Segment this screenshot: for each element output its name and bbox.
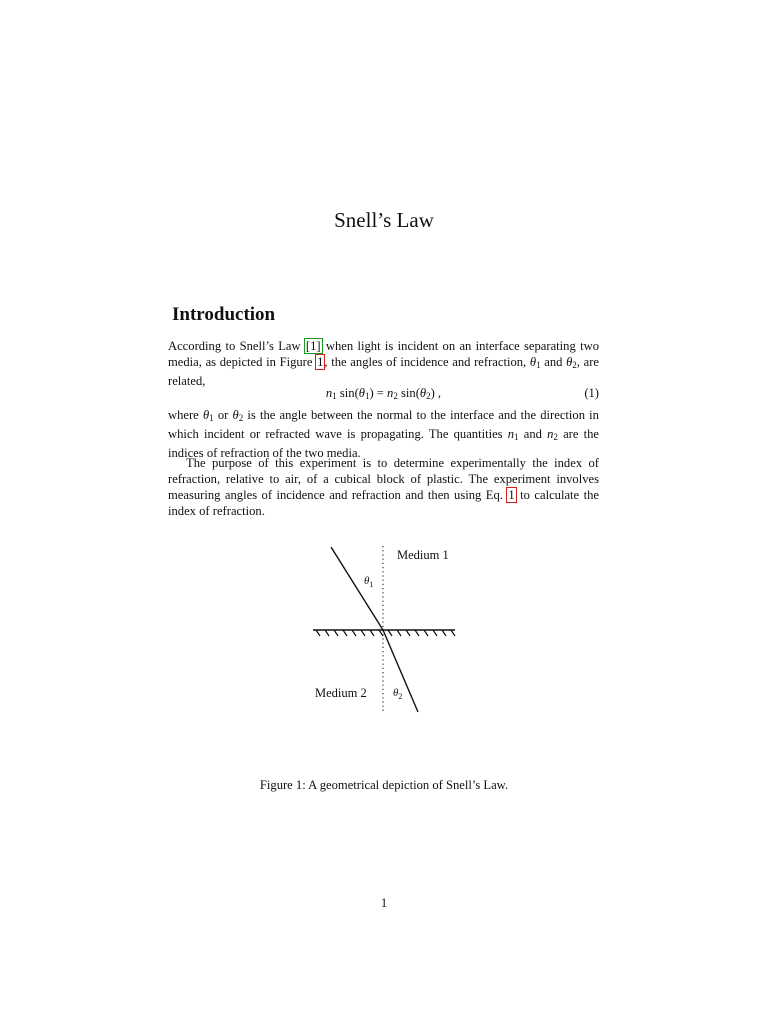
text-run: The purpose of this experiment is to determine experimentally the index of refraction, relative to air, of a cubical block of plastic. The experiment involves measuring angles of incidence and refraction and then using Eq.: [168, 456, 599, 502]
incident-ray: [331, 547, 383, 630]
equation-formula: [168, 384, 599, 405]
subscript: 1: [536, 360, 541, 370]
document-title: Snell’s Law: [334, 208, 434, 232]
symbol-n: n: [547, 427, 554, 441]
equation-reference-link[interactable]: 1: [508, 488, 515, 502]
figure-reference-link[interactable]: 1: [317, 355, 324, 369]
text-run: ) ,: [430, 386, 442, 400]
theta-symbol: θ: [393, 687, 399, 699]
theta2-label: [393, 687, 402, 701]
subscript: 2: [426, 391, 431, 401]
subscript: 1: [209, 413, 214, 423]
subscript: 2: [238, 413, 244, 423]
text-run: According to Snell’s Law: [168, 339, 305, 353]
equation-number: (1): [584, 386, 599, 400]
text-run: and: [540, 355, 567, 369]
subscript: 1: [332, 391, 337, 401]
text-run: and: [518, 427, 548, 441]
text-run: sin(: [336, 386, 359, 400]
subscript: 2: [393, 391, 398, 401]
text-run: sin(: [397, 386, 420, 400]
medium2-label: Medium 2: [315, 686, 367, 700]
paragraph-definitions: [168, 407, 599, 461]
theta-symbol: θ: [202, 408, 210, 422]
text-run: , the angles of incidence and refraction,: [324, 355, 530, 369]
subscript: 1: [514, 432, 519, 442]
text-run: , are related,: [168, 355, 599, 388]
text-run: to calculate the index of refraction.: [168, 488, 599, 518]
text-run: where: [168, 408, 203, 422]
refraction-diagram: [300, 540, 470, 720]
page-number: 1: [380, 896, 388, 910]
figure-caption: Figure 1: A geometrical depiction of Snell’s Law.: [259, 778, 509, 792]
subscript: 2: [572, 360, 577, 370]
paragraph-intro: [168, 338, 599, 389]
symbol-n: n: [325, 386, 333, 400]
subscript: 1: [364, 391, 370, 401]
theta-symbol: θ: [364, 575, 370, 587]
medium1-label: Medium 1: [397, 548, 449, 562]
text-run: or: [213, 408, 233, 422]
theta-symbol: θ: [566, 355, 573, 369]
theta-symbol: θ: [529, 355, 537, 369]
symbol-n: n: [507, 427, 515, 441]
theta-symbol: θ: [419, 386, 427, 400]
paragraph-purpose: [168, 455, 599, 519]
text-run: are the indices of refraction of the two media.: [168, 427, 600, 460]
symbol-n: n: [387, 386, 394, 400]
text-run: ) =: [369, 386, 388, 400]
theta-symbol: θ: [232, 408, 239, 422]
subscript: 2: [553, 432, 558, 442]
section-heading: Introduction: [172, 304, 276, 325]
citation-link[interactable]: [1]: [305, 339, 321, 353]
subscript: 1: [369, 580, 374, 589]
text-run: when light is incident on an interface separating two media, as depicted in Figure: [168, 339, 599, 369]
subscript: 2: [398, 692, 403, 701]
theta1-label: [364, 575, 373, 589]
text-run: is the angle between the normal to the interface and the direction in which incident or refracted wave is propagating. The quantities: [168, 408, 599, 441]
theta-symbol: θ: [358, 386, 365, 400]
figure-snell-diagram: [300, 540, 470, 720]
